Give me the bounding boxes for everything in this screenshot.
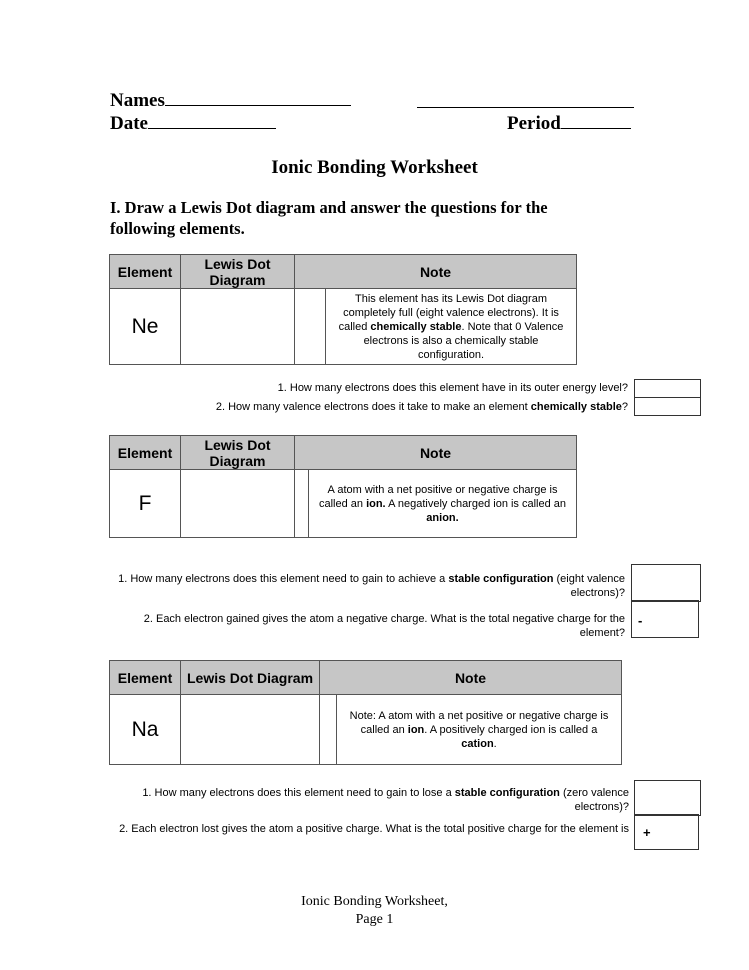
element-table-f bbox=[109, 435, 577, 538]
header-element: Element bbox=[110, 436, 181, 470]
lewis-dot-cell[interactable] bbox=[181, 470, 295, 538]
answer-box-na-2[interactable]: + bbox=[634, 814, 699, 850]
section-heading: I. Draw a Lewis Dot diagram and answer the questions for the following elements. bbox=[110, 198, 548, 238]
element-symbol: Na bbox=[110, 695, 181, 765]
header-lewis: Lewis Dot Diagram bbox=[181, 255, 295, 289]
lewis-dot-cell[interactable] bbox=[181, 289, 295, 365]
footer-line-1: Ionic Bonding Worksheet, bbox=[301, 894, 448, 909]
answer-box-f-2[interactable]: - bbox=[631, 600, 699, 638]
date-line[interactable] bbox=[148, 114, 276, 129]
header-note: Note bbox=[295, 255, 577, 289]
note-cell: A atom with a net positive or negative charge is called an ion. A negatively charged ion is called an anion. bbox=[309, 470, 577, 538]
spacer-cell bbox=[295, 289, 326, 365]
question-na-1: 1. How many electrons does this element need to gain to lose a stable configuration (zero valence electrons)? bbox=[142, 787, 629, 813]
note-cell: Note: A atom with a net positive or negative charge is called an ion. A positively charged ion is called a cation. bbox=[337, 695, 622, 765]
footer bbox=[0, 893, 749, 929]
element-table-ne bbox=[109, 254, 577, 365]
header-element: Element bbox=[110, 255, 181, 289]
header-lewis: Lewis Dot Diagram bbox=[181, 661, 320, 695]
names-line[interactable] bbox=[165, 91, 351, 106]
period-field[interactable]: Period bbox=[507, 113, 631, 135]
question-ne-2: 2. How many valence electrons does it take to make an element chemically stable? bbox=[215, 401, 628, 413]
header-element: Element bbox=[110, 661, 181, 695]
question-ne-1: 1. How many electrons does this element have in its outer energy level? bbox=[277, 382, 628, 394]
names-line-2[interactable] bbox=[417, 92, 634, 108]
header-note: Note bbox=[295, 436, 577, 470]
element-symbol: Ne bbox=[110, 289, 181, 365]
page-title: Ionic Bonding Worksheet bbox=[271, 157, 478, 178]
element-table-na bbox=[109, 660, 622, 765]
question-f-2: 2. Each electron gained gives the atom a negative charge. What is the total negative charge for the element? bbox=[143, 613, 625, 639]
names-field[interactable]: Names bbox=[110, 90, 351, 112]
question-f-1: 1. How many electrons does this element need to gain to achieve a stable configuration (eight valence electrons)? bbox=[118, 573, 625, 599]
answer-box-f-1[interactable] bbox=[631, 564, 701, 602]
answer-box-ne-1[interactable] bbox=[634, 379, 701, 398]
note-cell: This element has its Lewis Dot diagram completely full (eight valence electrons). It is called chemically stable. Note that 0 Valence electrons is also a chemically stable configuration. bbox=[326, 289, 577, 365]
period-line[interactable] bbox=[561, 114, 631, 129]
answer-box-ne-2[interactable] bbox=[634, 397, 701, 416]
header-note: Note bbox=[320, 661, 622, 695]
footer-line-2: Page 1 bbox=[355, 912, 394, 927]
header-lewis: Lewis Dot Diagram bbox=[181, 436, 295, 470]
question-na-2: 2. Each electron lost gives the atom a positive charge. What is the total positive charge for the element is bbox=[119, 823, 629, 835]
date-field[interactable]: Date bbox=[110, 113, 276, 135]
answer-box-na-1[interactable] bbox=[634, 780, 701, 816]
spacer-cell bbox=[320, 695, 337, 765]
spacer-cell bbox=[295, 470, 309, 538]
element-symbol: F bbox=[110, 470, 181, 538]
lewis-dot-cell[interactable] bbox=[181, 695, 320, 765]
